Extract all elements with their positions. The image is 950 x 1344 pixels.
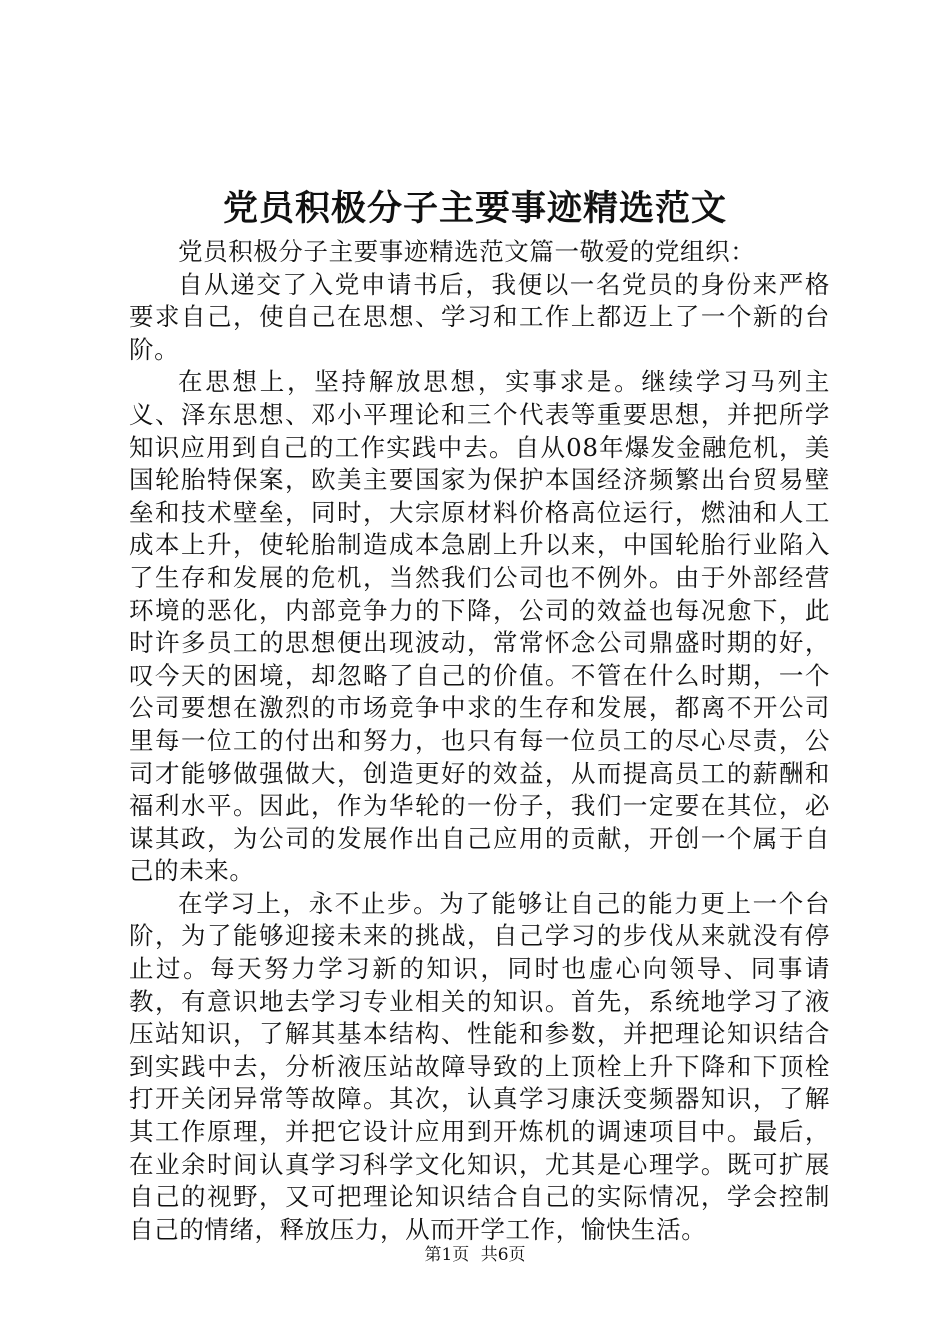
paragraph-intro: 自从递交了入党申请书后，我便以一名党员的身份来严格要求自己，使自己在思想、学习和工作上都迈上了一个新的台阶。 <box>129 269 830 364</box>
document-body <box>129 236 830 1246</box>
paragraph-thought: 在思想上，坚持解放思想，实事求是。继续学习马列主义、泽东思想、邓小平理论和三个代表等重要思想，并把所学知识应用到自己的工作实践中去。自从08年爆发金融危机，美国轮胎特保案，欧美主要国家为保护本国经济频繁出台贸易壁垒和技术壁垒，同时，大宗原材料价格高位运行，燃油和人工成本上升，使轮胎制造成本急剧上升以来，中国轮胎行业陷入了生存和发展的危机，当然我们公司也不例外。由于外部经营环境的恶化，内部竞争力的下降，公司的效益也每况愈下，此时许多员工的思想便出现波动，常常怀念公司鼎盛时期的好，叹今天的困境，却忽略了自己的价值。不管在什么时期，一个公司要想在激烈的市场竞争中求的生存和发展，都离不开公司里每一位工的付出和努力，也只有每一位员工的尽心尽责，公司才能够做强做大，创造更好的效益，从而提高员工的薪酬和福利水平。因此，作为华轮的一份子，我们一定要在其位，必谋其政，为公司的发展作出自己应用的贡献，开创一个属于自己的未来。 <box>129 367 830 886</box>
page-total: 共6页 <box>480 1245 526 1265</box>
paragraph-study: 在学习上，永不止步。为了能够让自己的能力更上一个台阶，为了能够迎接未来的挑战，自己学习的步伐从来就没有停止过。每天努力学习新的知识，同时也虚心向领导、同事请教，有意识地去学习专业相关的知识。首先，系统地学习了液压站知识，了解其基本结构、性能和参数，并把理论知识结合到实践中去，分析液压站故障导致的上顶栓上升下降和下顶栓打开关闭异常等故障。其次，认真学习康沃变频器知识，了解其工作原理，并把它设计应用到开炼机的调速项目中。最后，在业余时间认真学习科学文化知识，尤其是心理学。既可扩展自己的视野，又可把理论知识结合自己的实际情况，学会控制自己的情绪，释放压力，从而开学工作，愉快生活。 <box>129 888 830 1244</box>
page-number: 第1页 <box>424 1245 470 1265</box>
document-title: 党员积极分子主要事迹精选范文 <box>222 188 727 229</box>
paragraph-salutation: 党员积极分子主要事迹精选范文篇一敬爱的党组织： <box>178 237 756 266</box>
page-footer <box>0 1244 950 1266</box>
